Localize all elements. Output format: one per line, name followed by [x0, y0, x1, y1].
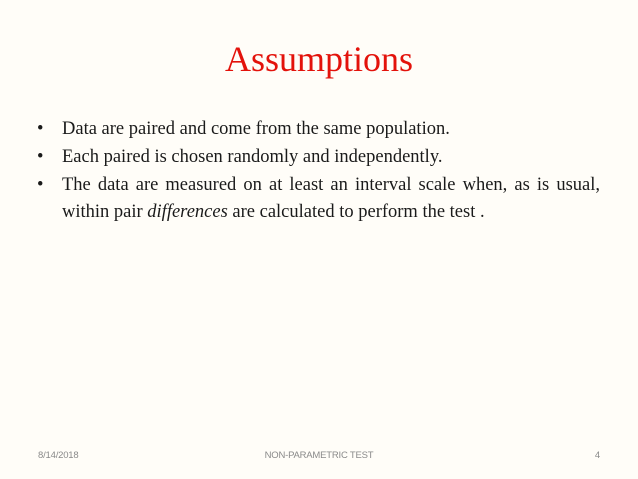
bullet-item	[37, 172, 600, 226]
bullet-text-before: The data are measured on at least an interval scale when, as is usual, within pair	[62, 175, 600, 222]
footer-title: NON-PARAMETRIC TEST	[264, 450, 374, 461]
bullet-text: Each paired is chosen randomly and independently.	[62, 147, 443, 167]
bullet-item	[37, 116, 600, 143]
bullet-glyph: •	[37, 147, 44, 167]
bullet-list	[37, 116, 600, 227]
bullet-text-emphasis: differences	[147, 202, 228, 222]
bullet-glyph: •	[37, 119, 44, 139]
bullet-item	[37, 144, 600, 171]
footer-date: 8/14/2018	[38, 450, 79, 461]
bullet-text: Data are paired and come from the same population.	[62, 119, 450, 139]
bullet-glyph: •	[37, 175, 44, 195]
footer-page-number: 4	[594, 450, 600, 461]
slide-title: Assumptions	[224, 39, 414, 79]
bullet-text-after: are calculated to perform the test .	[227, 202, 485, 222]
